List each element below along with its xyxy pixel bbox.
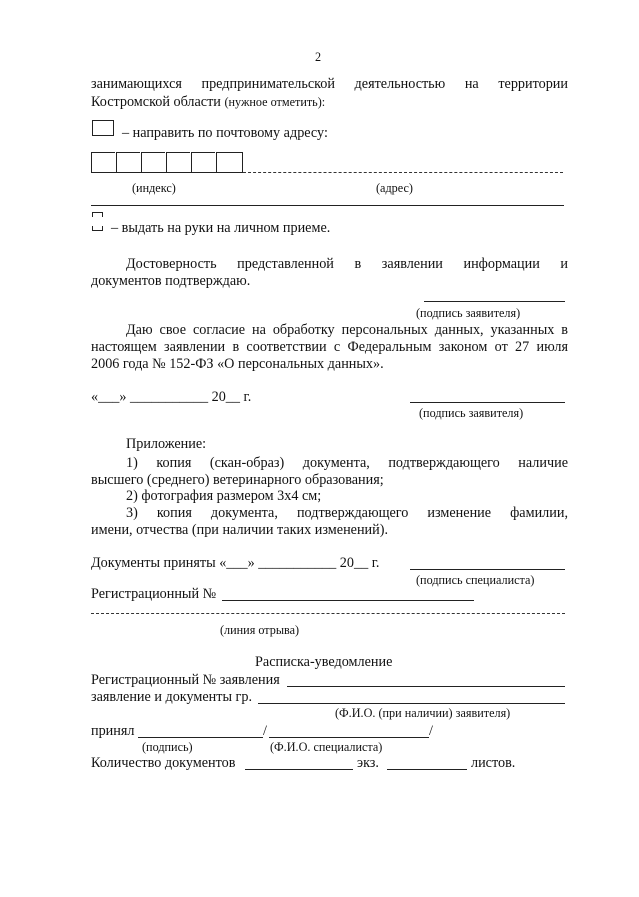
index-cell[interactable] xyxy=(166,152,190,172)
hand-option-label: – выдать на руки на личном приеме. xyxy=(111,220,331,236)
attachment-2: 2) фотография размером 3х4 см; xyxy=(126,488,322,504)
receipt-applicant-label: заявление и документы гр. xyxy=(91,689,253,705)
documents-accepted-line[interactable]: Документы приняты «___» ___________ 20__ г. xyxy=(91,555,380,571)
applicant-signature-caption: (подпись заявителя) xyxy=(416,306,521,320)
receipt-count-label: Количество документов xyxy=(91,755,236,771)
tear-line-caption: (линия отрыва) xyxy=(220,623,300,637)
intro-region: Костромской области xyxy=(91,94,225,110)
receipt-specialist-caption: (Ф.И.О. специалиста) xyxy=(270,740,383,754)
mail-checkbox[interactable] xyxy=(92,120,114,136)
attachment-3-line-2: имени, отчества (при наличии таких изменений). xyxy=(91,522,389,538)
intro-line-2 xyxy=(91,94,325,111)
attachment-1-line-2: высшего (среднего) ветеринарного образования; xyxy=(91,472,384,488)
attachment-1-line-1: 1) копия (скан-образ) документа, подтверждающего наличие xyxy=(126,455,568,471)
registration-number-label: Регистрационный № xyxy=(91,586,217,602)
intro-note: (нужное отметить): xyxy=(224,95,326,109)
hand-checkbox-top[interactable] xyxy=(92,212,103,217)
receipt-separator-2: / xyxy=(429,723,433,739)
consent-line-3: 2006 года № 152-ФЗ «О персональных данных». xyxy=(91,356,384,372)
index-caption: (индекс) xyxy=(132,181,176,195)
receipt-signature-line[interactable] xyxy=(138,737,263,738)
hand-checkbox-bottom[interactable] xyxy=(92,226,103,231)
specialist-signature-caption: (подпись специалиста) xyxy=(416,573,535,587)
attachment-3-line-1: 3) копия документа, подтверждающего изменение фамилии, xyxy=(126,505,568,521)
address-caption: (адрес) xyxy=(376,181,413,195)
intro-line-1: занимающихся предпринимательской деятельностью на территории xyxy=(91,76,568,92)
mail-option-label: – направить по почтовому адресу: xyxy=(122,125,328,141)
page-number: 2 xyxy=(315,50,322,64)
consent-line-1: Даю свое согласие на обработку персональных данных, указанных в xyxy=(126,322,568,338)
receipt-sheets-line[interactable] xyxy=(387,769,467,770)
receipt-applicant-caption: (Ф.И.О. (при наличии) заявителя) xyxy=(335,706,511,720)
index-cell[interactable] xyxy=(191,152,215,172)
address-line[interactable] xyxy=(243,172,563,173)
receipt-applicant-line[interactable] xyxy=(258,703,565,704)
receipt-signature-caption: (подпись) xyxy=(142,740,193,754)
index-cell[interactable] xyxy=(216,152,243,172)
confirm-line-1: Достоверность представленной в заявлении информации и xyxy=(126,256,568,272)
postal-index-cells[interactable] xyxy=(91,152,243,172)
index-cell[interactable] xyxy=(141,152,165,172)
receipt-specialist-line[interactable] xyxy=(269,737,429,738)
applicant-signature-line[interactable] xyxy=(424,301,565,302)
attachments-heading: Приложение: xyxy=(126,436,207,452)
consent-signature-line[interactable] xyxy=(410,402,565,403)
consent-date-line[interactable]: «___» ___________ 20__ г. xyxy=(91,389,252,405)
receipt-count-line[interactable] xyxy=(245,769,353,770)
confirm-line-2: документов подтверждаю. xyxy=(91,273,251,289)
receipt-separator-1: / xyxy=(263,723,267,739)
index-cell[interactable] xyxy=(91,152,115,172)
receipt-copies-label: экз. xyxy=(357,755,379,771)
receipt-accepted-label: принял xyxy=(91,723,135,739)
specialist-signature-line[interactable] xyxy=(410,569,565,570)
address-line-2[interactable] xyxy=(91,205,564,206)
registration-number-line[interactable] xyxy=(222,600,474,601)
consent-line-2: настоящем заявлении в соответствии с Федеральным законом от 27 июля xyxy=(91,339,568,355)
receipt-registration-line[interactable] xyxy=(287,686,565,687)
receipt-sheets-label: листов. xyxy=(471,755,516,771)
index-underline xyxy=(91,172,243,173)
index-cell[interactable] xyxy=(116,152,140,172)
receipt-title: Расписка-уведомление xyxy=(255,654,393,670)
receipt-registration-label: Регистрационный № заявления xyxy=(91,672,280,688)
tear-line xyxy=(91,613,565,614)
consent-signature-caption: (подпись заявителя) xyxy=(419,406,524,420)
